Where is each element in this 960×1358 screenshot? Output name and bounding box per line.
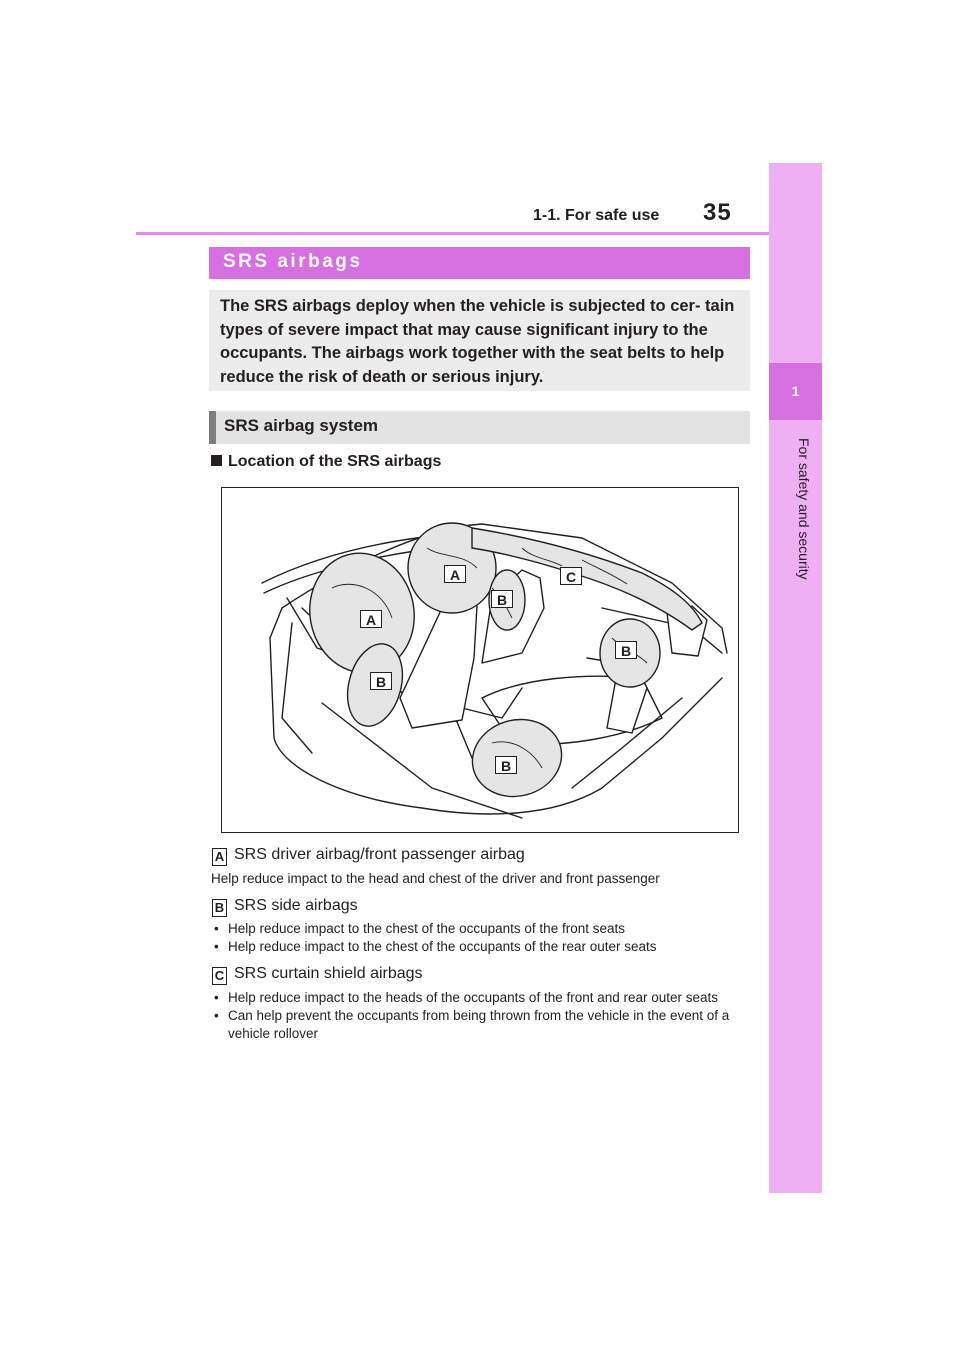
bullet-item: • Help reduce impact to the chest of the occupants of the front seats	[214, 920, 744, 938]
square-bullet-icon	[211, 455, 222, 466]
subheading: SRS airbag system	[224, 416, 379, 435]
section-title: 1-1. For safe use	[533, 207, 660, 224]
header-divider	[136, 232, 769, 235]
airbag-label-b-rear-left: B	[495, 756, 517, 774]
item-a-description: Help reduce impact to the head and chest of the driver and front passenger	[211, 871, 660, 886]
item-a-title-text: SRS driver airbag/front passenger airbag	[234, 846, 525, 863]
page-title-bar	[209, 247, 750, 279]
item-a-title	[212, 846, 525, 866]
chapter-title-vertical	[796, 438, 812, 638]
key-a-badge: A	[212, 848, 227, 866]
location-heading-text: Location of the SRS airbags	[228, 453, 442, 470]
item-b-title-text: SRS side airbags	[234, 897, 358, 914]
airbag-label-b-passenger-side: B	[491, 590, 513, 608]
airbag-label-b-rear-right: B	[615, 641, 637, 659]
item-c-title	[212, 965, 423, 985]
bullet-item: • Can help prevent the occupants from being thrown from the vehicle in the event of a vehicle rollover	[214, 1007, 746, 1043]
airbag-label-a-driver: A	[360, 610, 382, 628]
item-c-bullets	[214, 989, 746, 1043]
page-number: 35	[703, 199, 732, 226]
vehicle-cutaway-drawing	[222, 488, 738, 832]
item-b-bullets	[214, 920, 744, 956]
item-b-title	[212, 897, 358, 917]
item-c-title-text: SRS curtain shield airbags	[234, 965, 423, 982]
subheading-bar	[209, 411, 750, 444]
chapter-title-text: For safety and security	[796, 438, 812, 580]
intro-text: The SRS airbags deploy when the vehicle is subjected to cer- tain types of severe impact that may cause significant injury to the occupants. The airbags work together with the seat belts to help reduce the risk of death or serious injury.	[220, 297, 735, 386]
bullet-item: • Help reduce impact to the heads of the occupants of the front and rear outer seats	[214, 989, 746, 1007]
page-title: SRS airbags	[223, 251, 363, 272]
bullet-item: • Help reduce impact to the chest of the occupants of the rear outer seats	[214, 938, 744, 956]
airbag-label-a-passenger: A	[444, 565, 466, 583]
location-heading	[211, 453, 441, 471]
chapter-side-tab	[769, 163, 822, 1193]
key-c-badge: C	[212, 967, 227, 985]
airbag-location-illustration	[221, 487, 739, 833]
key-b-badge: B	[212, 899, 227, 917]
chapter-number-tab[interactable]: 1	[769, 363, 822, 420]
airbag-label-b-driver-side: B	[370, 672, 392, 690]
airbag-label-c-curtain: C	[560, 567, 582, 585]
intro-box	[209, 290, 750, 391]
